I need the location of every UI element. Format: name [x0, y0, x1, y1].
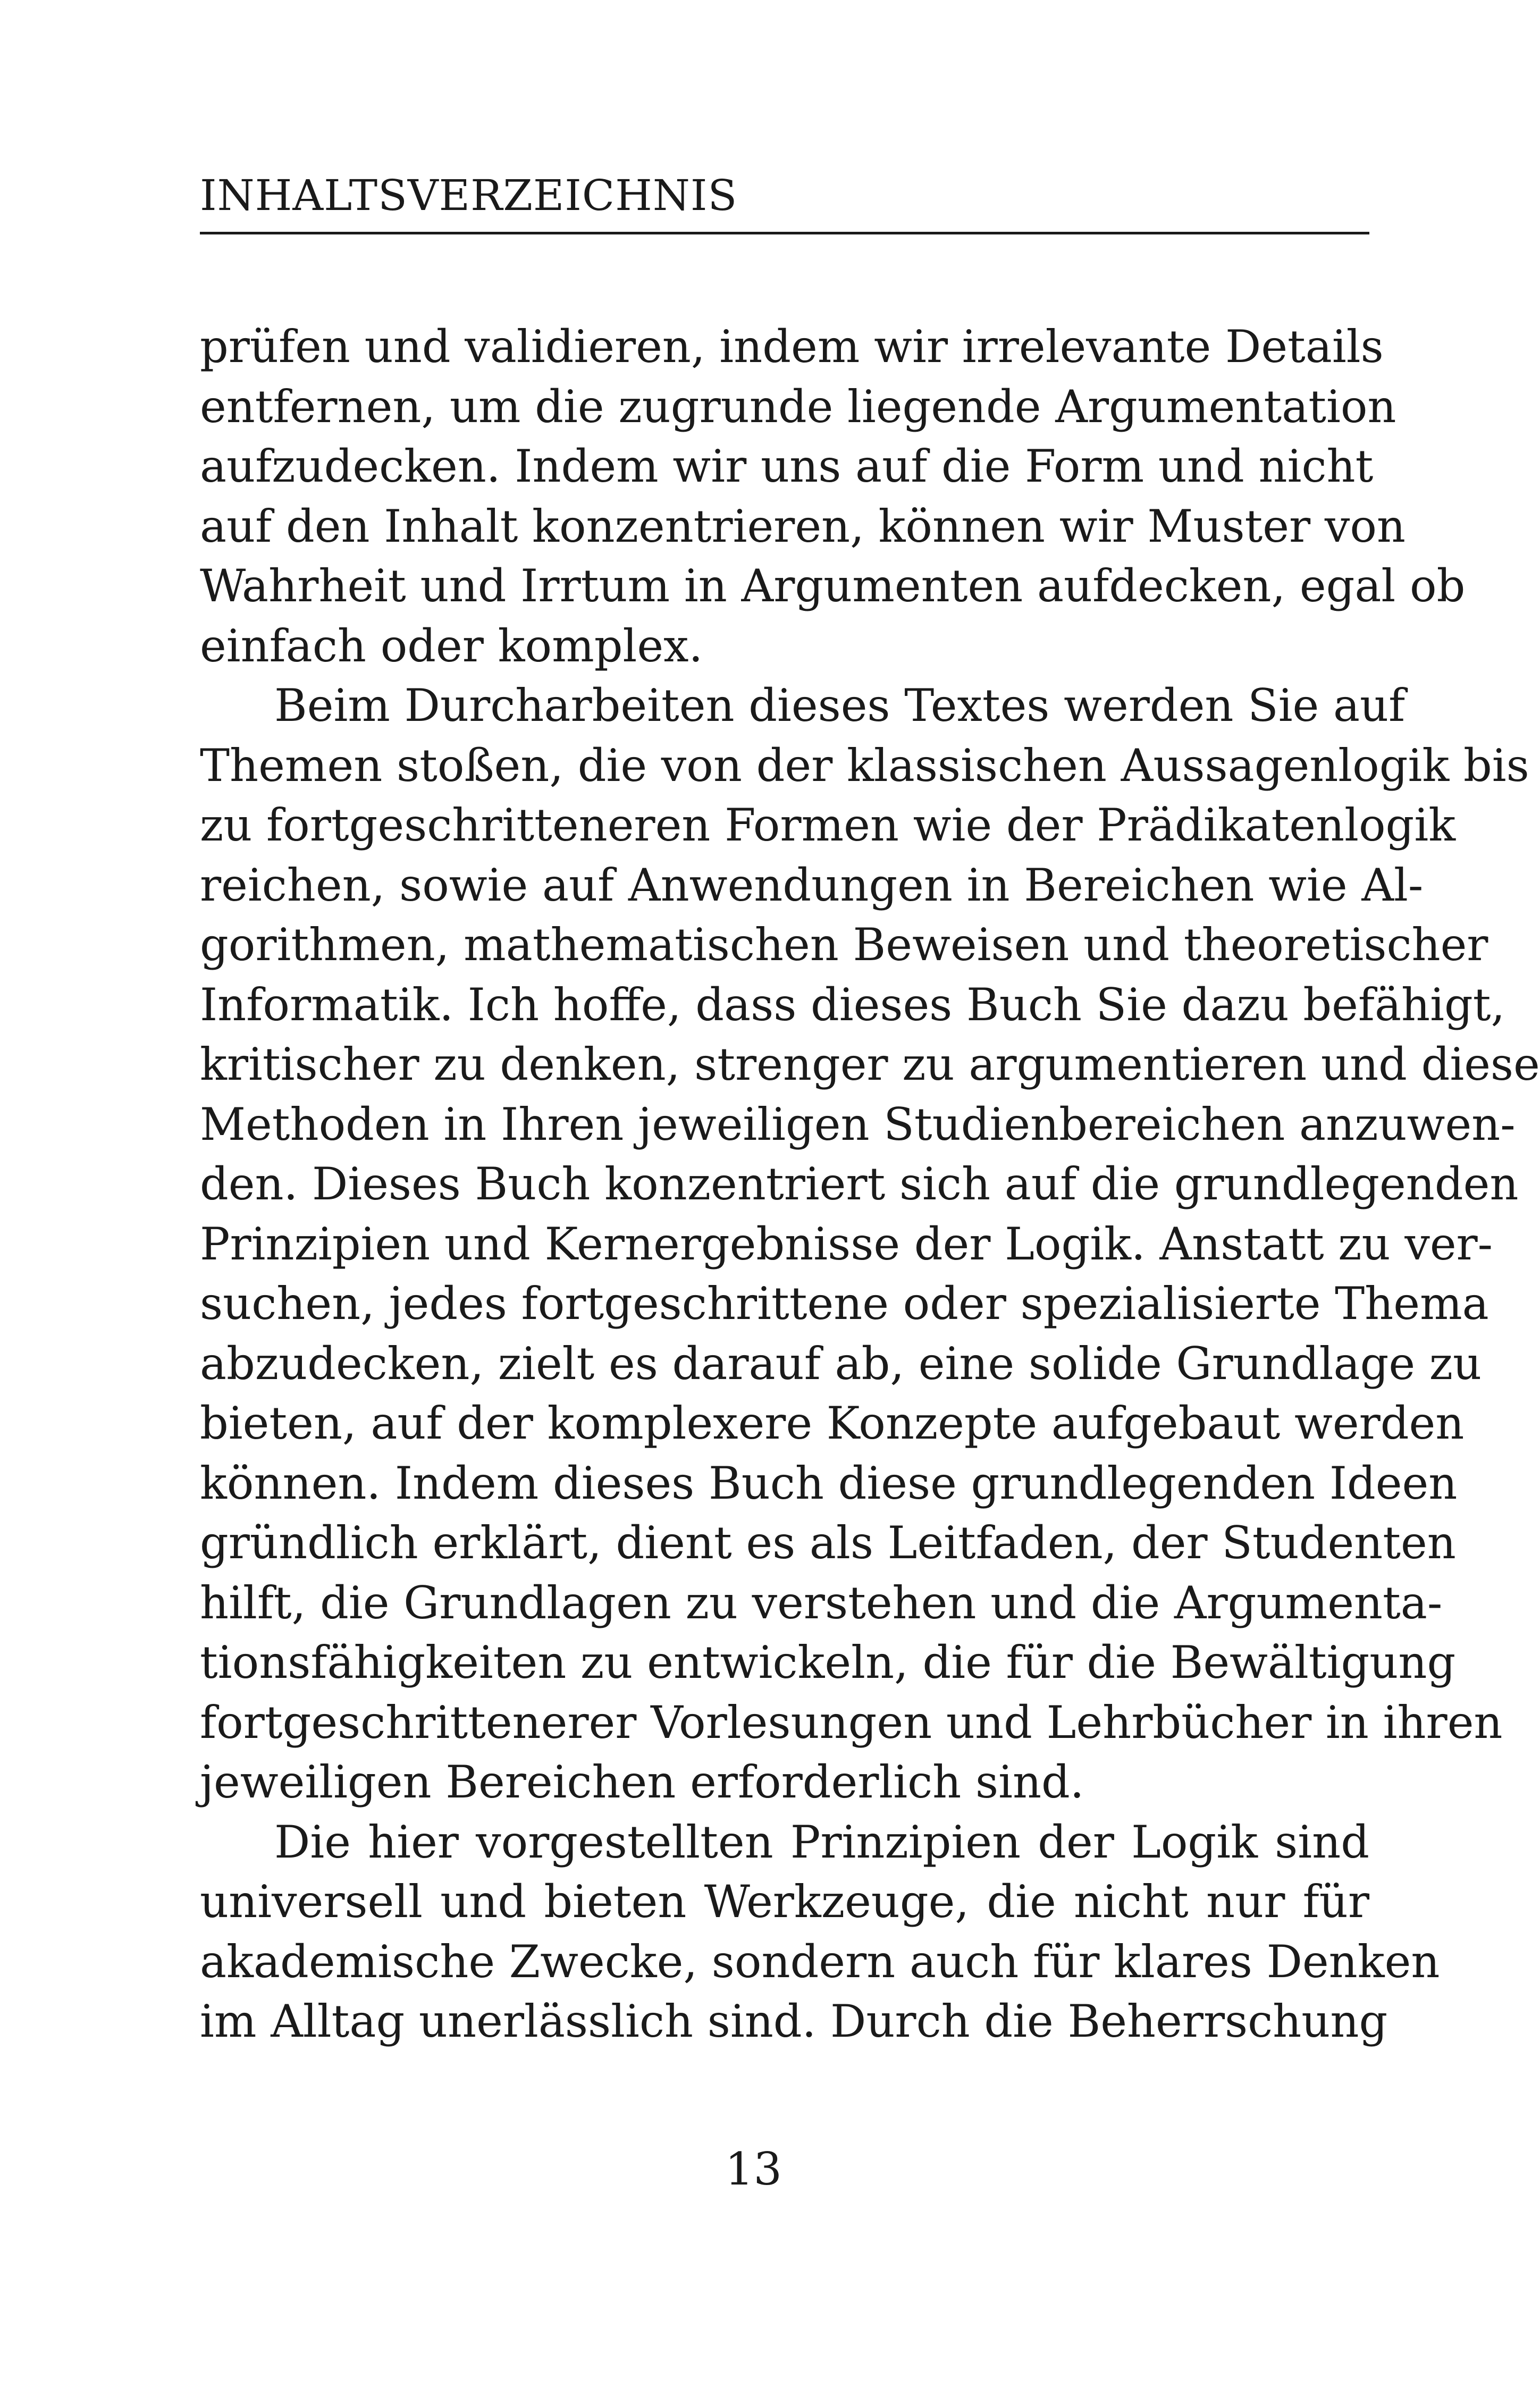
header-rule [200, 232, 1369, 234]
text-line: abzudecken, zielt es darauf ab, eine solide Grundlage zu [200, 1337, 1482, 1390]
text-line: tionsfähigkeiten zu entwickeln, die für die Bewältigung [200, 1636, 1456, 1688]
text-line: jeweiligen Bereichen erforderlich sind. [200, 1756, 1084, 1808]
text-line: Prinzipien und Kernergebnisse der Logik. Anstatt zu ver- [200, 1217, 1493, 1270]
text-line: Wahrheit und Irrtum in Argumenten aufdecken, egal ob [200, 560, 1466, 612]
text-line: bieten, auf der komplexere Konzepte aufgebaut werden [200, 1397, 1465, 1449]
text-line: einfach oder komplex. [200, 619, 703, 672]
text-line: fortgeschrittenerer Vorlesungen und Lehrbücher in ihren [200, 1696, 1503, 1749]
paragraph [200, 1812, 1440, 2052]
paragraph [200, 676, 1540, 1812]
text-line: prüfen und validieren, indem wir irrelevante Details [200, 321, 1384, 373]
text-line: zu fortgeschritteneren Formen wie der Prädikatenlogik [200, 799, 1456, 851]
text-line: den. Dieses Buch konzentriert sich auf die grundlegenden [200, 1158, 1519, 1210]
text-line: universell und bieten Werkzeuge, die nicht nur für [200, 1876, 1369, 1928]
text-line: suchen, jedes fortgeschrittene oder spezialisierte Thema [200, 1278, 1489, 1330]
text-line: Beim Durcharbeiten dieses Textes werden Sie auf [274, 679, 1406, 732]
text-line: entfernen, um die zugrunde liegende Argumentation [200, 380, 1396, 433]
text-line: Themen stoßen, die von der klassischen Aussagenlogik bis [200, 739, 1529, 792]
text-line: Methoden in Ihren jeweiligen Studienbereichen anzuwen- [200, 1098, 1516, 1150]
text-line: können. Indem dieses Buch diese grundlegenden Ideen [200, 1457, 1458, 1509]
text-line: gorithmen, mathematischen Beweisen und theoretischer [200, 919, 1488, 971]
paragraph [200, 317, 1466, 676]
text-line: kritischer zu denken, strenger zu argumentieren und diese [200, 1038, 1540, 1090]
text-line: Informatik. Ich hoffe, dass dieses Buch Sie dazu befähigt, [200, 978, 1505, 1031]
page-number: 13 [725, 2143, 782, 2195]
text-line: hilft, die Grundlagen zu verstehen und die Argumenta- [200, 1576, 1443, 1629]
text-line: Die hier vorgestellten Prinzipien der Logik sind [274, 1816, 1369, 1868]
text-line: reichen, sowie auf Anwendungen in Bereichen wie Al- [200, 859, 1424, 911]
running-head: INHALTSVERZEICHNIS [200, 171, 738, 220]
text-line: im Alltag unerlässlich sind. Durch die Beherrschung [200, 1995, 1388, 2047]
text-line: gründlich erklärt, dient es als Leitfaden, der Studenten [200, 1517, 1456, 1569]
text-line: auf den Inhalt konzentrieren, können wir Muster von [200, 500, 1406, 552]
body-text [200, 317, 1540, 2052]
text-line: akademische Zwecke, sondern auch für klares Denken [200, 1935, 1440, 1988]
text-line: aufzudecken. Indem wir uns auf die Form und nicht [200, 440, 1374, 492]
